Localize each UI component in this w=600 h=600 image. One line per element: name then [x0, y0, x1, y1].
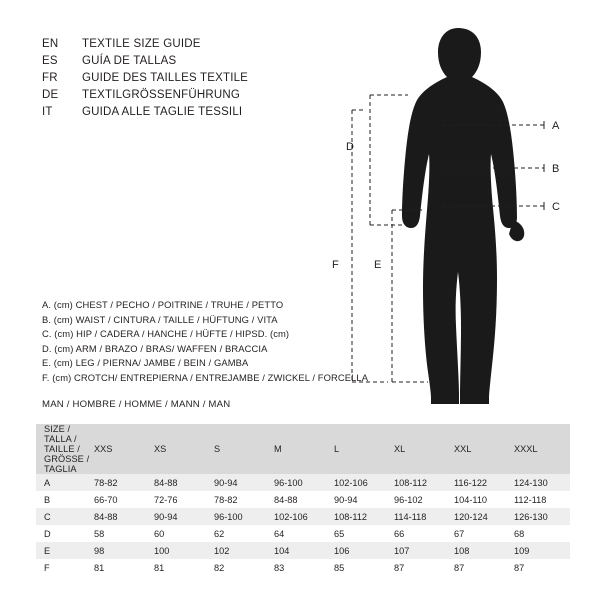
row-label: B [36, 491, 90, 508]
marker-label-f: F [332, 259, 339, 271]
column-header: XXXL [510, 424, 570, 474]
legend-item-b: B. (cm) WAIST / CINTURA / TAILLE / HÜFTUNG / VITA [42, 313, 278, 325]
title-row [42, 72, 342, 89]
marker-label-a: A [552, 120, 560, 132]
legend-item-f: F. (cm) CROTCH/ ENTREPIERNA / ENTREJAMBE / ZWICKEL / FORCELLA [42, 371, 369, 383]
table-cell: 78-82 [90, 474, 150, 491]
marker-label-c: C [552, 201, 560, 213]
table-cell: 108-112 [390, 474, 450, 491]
table-cell: 81 [150, 559, 210, 576]
title-text: GUIDA ALLE TAGLIE TESSILI [82, 106, 243, 118]
size-table [36, 424, 570, 576]
table-cell: 102-106 [270, 508, 330, 525]
title-text: TEXTILE SIZE GUIDE [82, 38, 201, 50]
table-cell: 84-88 [150, 474, 210, 491]
table-cell: 81 [90, 559, 150, 576]
table-cell: 90-94 [150, 508, 210, 525]
column-header: S [210, 424, 270, 474]
legend-item-e: E. (cm) LEG / PIERNA/ JAMBE / BEIN / GAMBA [42, 357, 249, 369]
table-cell: 78-82 [210, 491, 270, 508]
legend-item-c: C. (cm) HIP / CADERA / HANCHE / HÜFTE / HIPSD. (cm) [42, 328, 290, 340]
legend-item-a: A. (cm) CHEST / PECHO / POITRINE / TRUHE / PETTO [42, 299, 284, 310]
table-cell: 96-102 [390, 491, 450, 508]
table-cell: 72-76 [150, 491, 210, 508]
table-cell: 96-100 [210, 508, 270, 525]
table-header-row [36, 424, 570, 474]
table-cell: 104 [270, 542, 330, 559]
column-header: XS [150, 424, 210, 474]
row-label: A [36, 474, 90, 491]
title-row [42, 89, 342, 106]
table-cell: 96-100 [270, 474, 330, 491]
table-cell: 87 [510, 559, 570, 576]
table-cell: 65 [330, 525, 390, 542]
table-cell: 60 [150, 525, 210, 542]
table-cell: 68 [510, 525, 570, 542]
table-cell: 85 [330, 559, 390, 576]
title-text: GUIDE DES TAILLES TEXTILE [82, 72, 249, 84]
table-cell: 114-118 [390, 508, 450, 525]
table-row [36, 474, 570, 491]
column-header: XL [390, 424, 450, 474]
legend-item-d: D. (cm) ARM / BRAZO / BRAS/ WAFFEN / BRACCIA [42, 342, 268, 354]
row-label: F [36, 559, 90, 576]
table-cell: 87 [450, 559, 510, 576]
measurement-legend [42, 299, 372, 387]
table-cell: 67 [450, 525, 510, 542]
title-lang-code: ES [42, 55, 58, 67]
size-table-wrapper [36, 424, 564, 576]
table-cell: 124-130 [510, 474, 570, 491]
title-lang-code: DE [42, 89, 59, 101]
table-cell: 106 [330, 542, 390, 559]
table-cell: 98 [90, 542, 150, 559]
table-row [36, 491, 570, 508]
table-cell: 64 [270, 525, 330, 542]
table-cell: 66-70 [90, 491, 150, 508]
body-diagram [330, 20, 592, 420]
marker-label-b: B [552, 163, 560, 175]
man-silhouette-icon [402, 28, 524, 404]
title-text: GUÍA DE TALLAS [82, 55, 177, 67]
column-header: M [270, 424, 330, 474]
row-label: D [36, 525, 90, 542]
marker-label-d: D [346, 141, 354, 153]
table-row [36, 559, 570, 576]
row-label: E [36, 542, 90, 559]
table-cell: 102 [210, 542, 270, 559]
table-cell: 102-106 [330, 474, 390, 491]
table-cell: 84-88 [90, 508, 150, 525]
vertical-measure-line-e [392, 210, 428, 382]
table-cell: 108 [450, 542, 510, 559]
column-header: L [330, 424, 390, 474]
table-cell: 108-112 [330, 508, 390, 525]
row-label: C [36, 508, 90, 525]
table-cell: 58 [90, 525, 150, 542]
vertical-measure-line-f [352, 110, 388, 382]
table-row [36, 542, 570, 559]
table-cell: 82 [210, 559, 270, 576]
table-cell: 126-130 [510, 508, 570, 525]
column-header: XXS [90, 424, 150, 474]
marker-label-e: E [374, 259, 382, 271]
title-lang-code: FR [42, 72, 58, 84]
table-cell: 83 [270, 559, 330, 576]
title-lang-code: IT [42, 106, 53, 118]
table-cell: 112-118 [510, 491, 570, 508]
table-cell: 120-124 [450, 508, 510, 525]
title-text: TEXTILGRÖSSENFÜHRUNG [82, 89, 240, 101]
column-header: XXL [450, 424, 510, 474]
gender-label: MAN / HOMBRE / HOMME / MANN / MAN [42, 399, 231, 410]
table-cell: 90-94 [210, 474, 270, 491]
title-block [42, 38, 342, 123]
table-cell: 87 [390, 559, 450, 576]
title-lang-code: EN [42, 38, 59, 50]
title-row [42, 106, 342, 123]
table-row [36, 508, 570, 525]
table-cell: 90-94 [330, 491, 390, 508]
table-cell: 104-110 [450, 491, 510, 508]
table-cell: 84-88 [270, 491, 330, 508]
table-cell: 66 [390, 525, 450, 542]
title-row [42, 38, 342, 55]
table-corner-label: SIZE / TALLA / TAILLE / GRÖSSE / TAGLIA [36, 424, 90, 474]
table-cell: 109 [510, 542, 570, 559]
table-row [36, 525, 570, 542]
table-cell: 107 [390, 542, 450, 559]
title-row [42, 55, 342, 72]
table-cell: 62 [210, 525, 270, 542]
table-cell: 100 [150, 542, 210, 559]
table-cell: 116-122 [450, 474, 510, 491]
